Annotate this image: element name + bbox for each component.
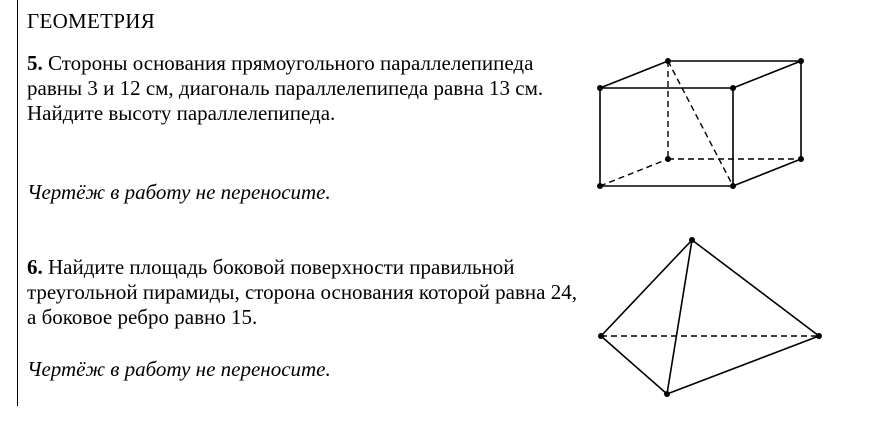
problem-5-note: Чертёж в работу не переносите. (27, 180, 331, 204)
left-margin-rule (17, 0, 18, 406)
vertex (730, 85, 736, 91)
problem-5 (27, 51, 547, 126)
problem-5-text: Стороны основания прямоугольного параллелепипеда равны 3 и 12 см, диагональ параллелепипеда равна 13 см. Найдите высоту параллелепипеда. (27, 51, 544, 125)
vertex (598, 333, 604, 339)
vertex (665, 156, 671, 162)
edge (692, 240, 819, 336)
vertex (597, 85, 603, 91)
vertex (816, 333, 822, 339)
hidden-edge (600, 159, 668, 186)
problem-6-number: 6. (27, 255, 43, 279)
section-title: ГЕОМЕТРИЯ (27, 9, 156, 33)
pyramid-figure (590, 232, 830, 402)
edge (601, 336, 667, 394)
edge (733, 159, 801, 186)
vertex (689, 237, 695, 243)
vertex (665, 58, 671, 64)
vertex (597, 183, 603, 189)
parallelepiped-figure (590, 52, 814, 197)
problem-5-number: 5. (27, 51, 43, 75)
vertex (798, 156, 804, 162)
vertex (730, 183, 736, 189)
diagonal (668, 61, 733, 186)
vertex (798, 58, 804, 64)
edge (667, 336, 819, 394)
problem-6 (27, 255, 587, 330)
edge (733, 61, 801, 88)
problem-6-text: Найдите площадь боковой поверхности правильной треугольной пирамиды, сторона основания которой равна 24, а боковое ребро равно 15. (27, 255, 577, 329)
vertex (664, 391, 670, 397)
problem-6-note: Чертёж в работу не переносите. (27, 357, 331, 381)
edge (600, 61, 668, 88)
